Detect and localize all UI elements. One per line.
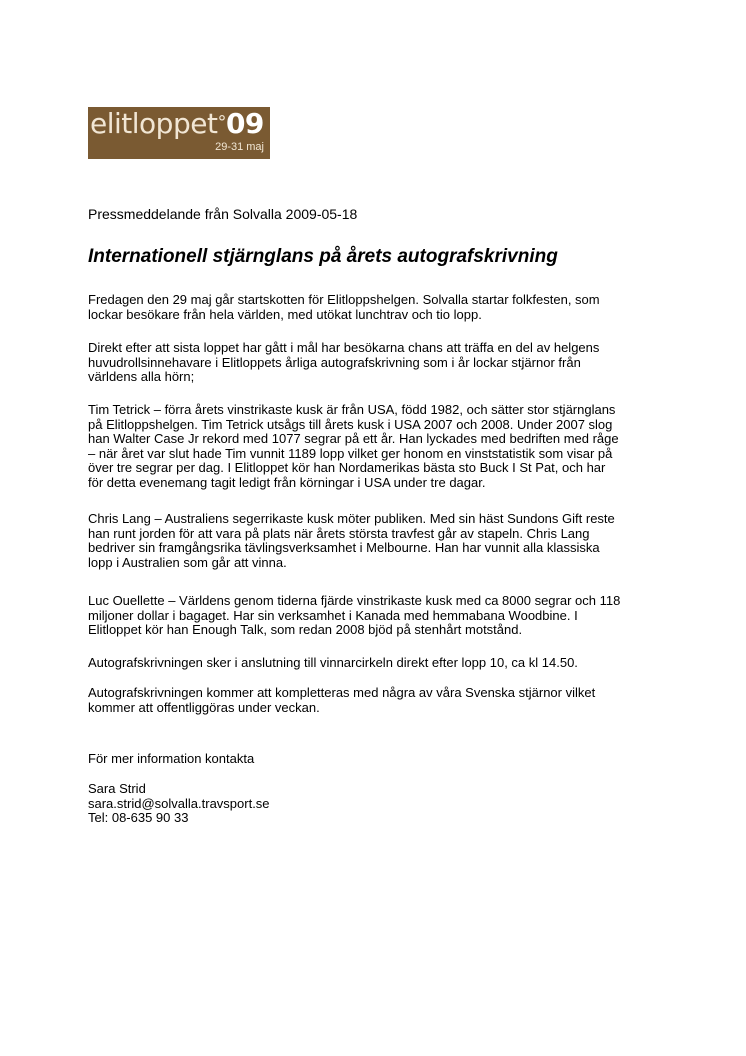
- paragraph-line: miljoner dollar i bagaget. Har sin verksamhet i Kanada med hemmabana Woodbine. I: [88, 607, 578, 623]
- logo-word: elitloppet: [90, 107, 218, 140]
- paragraph-line: lopp i Australien som går att vinna.: [88, 554, 287, 570]
- paragraph-line: – när året var slut hade Tim vunnit 1189 lopp vilket ger honom en vinststatistik som visar på: [88, 445, 613, 461]
- paragraph-line: Chris Lang – Australiens segerrikaste kusk möter publiken. Med sin häst Sundons Gift reste: [88, 511, 615, 526]
- contact-phone: Tel: 08-635 90 33: [88, 810, 189, 825]
- logo-dates: 29-31 maj: [215, 141, 264, 153]
- paragraph-line: Autografskrivningen sker i anslutning till vinnarcirkeln direkt efter lopp 10, ca kl 14.50.: [88, 655, 578, 670]
- paragraph-line: på Elitloppshelgen. Tim Tetrick utsågs till årets kusk i USA 2007 och 2008. Under 2007 slog: [88, 416, 613, 432]
- paragraph-line: Fredagen den 29 maj går startskotten för Elitloppshelgen. Solvalla startar folkfesten, som: [88, 292, 600, 307]
- paragraph-autograph-time: [88, 656, 578, 671]
- paragraph-line: huvudrollsinnehavare i Elitloppets årliga autografskrivning som i år lockar stjärnor från: [88, 354, 581, 370]
- paragraph-line: världens alla hörn;: [88, 369, 195, 384]
- contact-intro: [88, 752, 254, 767]
- press-release-headline: Internationell stjärnglans på årets autografskrivning: [88, 246, 558, 267]
- press-release-preface: Pressmeddelande från Solvalla 2009-05-18: [88, 206, 358, 222]
- contact-details: [88, 782, 270, 826]
- logo-year: 09: [225, 107, 264, 140]
- paragraph-line: kommer att offentliggöras under veckan.: [88, 699, 320, 715]
- paragraph-line: Direkt efter att sista loppet har gått i mål har besökarna chans att träffa en del av helgens: [88, 340, 600, 355]
- paragraph-line: Autografskrivningen kommer att kompletteras med några av våra Svenska stjärnor vilket: [88, 685, 596, 700]
- paragraph-line: Tim Tetrick – förra årets vinstrikaste kusk är från USA, född 1982, och sätter stor stjärnglans: [88, 402, 616, 417]
- paragraph-line: bedriver sin framgångsrika tävlingsverksamhet i Melbourne. Han har vunnit alla klassiska: [88, 540, 600, 555]
- paragraph-line: han Walter Case Jr rekord med 1077 segrar på ett år. Han lyckades med bedriften med råge: [88, 431, 619, 446]
- paragraph-luc-ouellette: [88, 594, 620, 638]
- paragraph-autograph-session: [88, 341, 599, 385]
- paragraph-line: För mer information kontakta: [88, 751, 255, 766]
- paragraph-line: för detta evenemang tagit ledigt från körningar i USA under tre dagar.: [88, 474, 486, 490]
- paragraph-tim-tetrick: [88, 403, 619, 490]
- paragraph-swedish-stars: [88, 686, 595, 715]
- logo-wordmark: [90, 107, 264, 141]
- paragraph-line: han runt jorden för att vara på plats när årets största travfest går av stapeln. Chris Lang: [88, 525, 590, 541]
- paragraph-line: Elitloppet kör han Enough Talk, som redan 2008 bjöd på stenhårt motstånd.: [88, 622, 523, 637]
- paragraph-intro: [88, 293, 600, 322]
- paragraph-line: Luc Ouellette – Världens genom tiderna fjärde vinstrikaste kusk med ca 8000 segrar och 118: [88, 593, 621, 608]
- contact-email: sara.strid@solvalla.travsport.se: [88, 795, 270, 811]
- logo-degree: °: [217, 112, 226, 133]
- elitloppet-logo: [88, 107, 270, 159]
- contact-name: Sara Strid: [88, 781, 146, 796]
- paragraph-chris-lang: [88, 512, 615, 570]
- paragraph-line: över tre segrar per dag. I Elitloppet kör han Nordamerikas bästa sto Buck I St Pat, och har: [88, 460, 606, 475]
- paragraph-line: lockar besökare från hela världen, med utökat lunchtrav och tio lopp.: [88, 306, 482, 322]
